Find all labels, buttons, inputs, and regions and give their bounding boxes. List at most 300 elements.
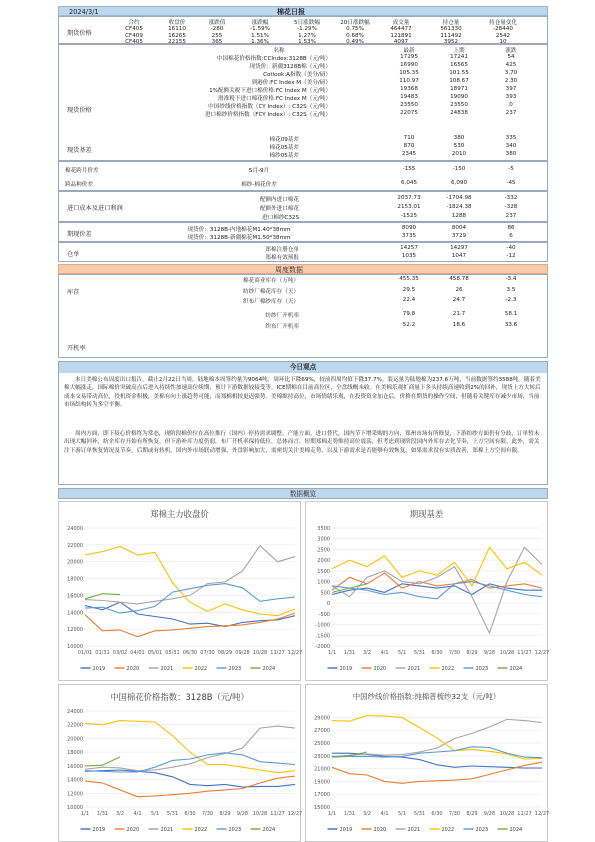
sfs-change: 86 [507,225,515,231]
chart-panel-3 [58,684,301,842]
warehouse-section [58,242,548,262]
import-latest: 2153.01 [397,204,421,210]
chart-panel-2 [305,501,548,681]
series-line-2023 [85,584,295,614]
y-tick-label: -500 [318,611,330,618]
warehouse-prev: 14297 [450,245,468,251]
y-tick-label: 1500 [317,568,330,575]
x-tick-label: 3/2 [362,811,372,817]
legend-label-2020: 2020 [373,827,387,833]
spot-label: 现货价格 [67,107,92,114]
futures-cell: -1.29% [297,26,317,32]
basis-latest: 870 [403,143,415,149]
y-tick-label: 25000 [314,741,330,747]
basis-prev: 380 [453,135,465,141]
weekly-change: -2.3 [505,297,517,303]
legend-label-2020: 2020 [126,827,140,833]
weekly-prev: 21.7 [452,311,466,317]
report-date: 2024/3/1 [69,8,99,16]
y-tick-label: 2000 [317,558,330,565]
x-tick-label: 5/1 [397,650,407,656]
legend-label-2020: 2020 [126,666,140,672]
x-tick-label: 9/28 [483,650,496,656]
spot-col-header: 涨跌 [505,48,517,54]
y-tick-label: 1000 [317,579,330,586]
weekly-latest: 29.5 [402,287,416,293]
futures-cell: 0.49% [346,39,364,45]
warehouse-latest: 14257 [400,245,418,251]
sfs-latest: 8090 [401,225,417,231]
legend-label-2021: 2021 [407,666,421,672]
import-change: 237 [505,213,517,219]
futures-cell: 1.53% [298,39,316,45]
chart-svg-2 [306,502,549,682]
x-tick-label: 9/28 [236,811,249,817]
spot-prev: 18971 [450,86,468,92]
spot-change: 3.70 [504,70,518,76]
futures-cell: 255 [211,32,223,39]
chart-panel-4 [305,684,548,842]
x-tick-label: 7/30 [201,811,214,817]
y-tick-label: 500 [320,590,330,597]
futures-cell: -280 [210,26,224,32]
weekly-prev: 24.7 [452,297,466,303]
spot-col-header: 名称 [273,48,285,54]
legend-label-2023: 2023 [228,666,242,672]
import-profit-label: 进口成本及进口利润 [67,205,123,212]
legend-label-2021: 2021 [160,827,174,833]
operating-label: 开机率 [67,345,86,352]
y-tick-label: 3500 [317,526,330,532]
futures-cell: 10 [499,39,507,45]
series-line-2024 [85,757,120,766]
spot-change: 54 [507,54,515,60]
x-tick-label: 11/27 [270,650,285,656]
x-tick-label: 6/30 [431,811,443,817]
futures-contract: CF409 [125,32,143,39]
x-tick-label: 1/31 [343,650,356,656]
report-header [58,6,548,16]
futures-cell: 1.27% [298,32,316,39]
basis-label: 现货基差 [67,147,92,154]
spot-prev: 19090 [450,94,468,100]
spot-latest: 19483 [400,94,418,100]
x-tick-label: 1/31 [96,811,109,817]
y-tick-label: 18000 [67,576,83,583]
y-tick-label: -1000 [315,622,330,629]
spot-futures-spread-label: 期现价差 [67,231,92,238]
spot-name: Cotlook:A指数（美分/磅） [263,72,331,78]
weekly-change: 3.5 [506,287,516,293]
chart-title-3: 中国棉花价格指数：3128B（元/吨） [110,692,249,702]
spot-latest: 22075 [400,110,418,116]
x-tick-label: 5/31 [166,811,179,817]
x-tick-label: 5/31 [413,811,426,817]
weekly-prev: 26 [455,287,463,293]
spread-latest: -155 [402,166,416,172]
x-tick-label: 6/30 [431,650,443,656]
legend-label-2023: 2023 [228,827,242,833]
legend-label-2024: 2024 [509,666,523,672]
report-title: 棉花日报 [277,8,305,16]
weekly-latest: 455.35 [399,276,419,282]
import-name: 配额外进口棉花 [259,206,299,212]
futures-cell: 22155 [168,39,186,45]
chart-svg-1 [59,502,302,682]
spot-latest: 110.97 [399,78,419,84]
charts-title: 数据概览 [58,488,548,499]
spot-change: 237 [505,110,517,116]
y-tick-label: 21000 [314,766,330,773]
futures-contract: CF405 [125,39,143,45]
warehouse-change: -12 [506,253,516,259]
chart-panel-1 [58,501,301,681]
spot-name: 中国棉花价格指数:CCIndex:3128B（元/吨） [216,56,331,62]
x-tick-label: 9/28 [483,811,496,817]
chart-svg-3 [59,685,302,842]
x-tick-label: 5/31 [413,650,426,656]
x-tick-label: 1/1 [327,650,337,656]
warehouse-latest: 1035 [401,253,417,259]
futures-col-header: 持仓量 [442,20,460,26]
y-tick-label: 10000 [67,644,83,650]
chart-svg-4 [306,685,549,842]
y-tick-label: 12000 [67,627,83,634]
x-tick-label: 6/30 [184,811,196,817]
weekly-prev: 458.78 [449,276,469,282]
x-tick-label: 10/28 [252,650,268,656]
series-line-2019 [85,770,295,787]
spot-name: 滑准税下进口棉花价格:FC Index M（元/吨） [218,96,331,102]
x-tick-label: 12/27 [534,811,549,817]
x-tick-label: 4/1 [380,650,389,656]
legend-label-2021: 2021 [160,666,174,672]
x-tick-label: 3/2 [362,650,372,656]
x-tick-label: 8/29 [466,811,478,817]
y-tick-label: 29000 [314,715,330,722]
x-tick-label: 03/02 [112,650,128,656]
warehouse-label: 仓单 [67,251,80,258]
x-tick-label: 7/30 [448,650,461,656]
x-tick-label: 3/2 [115,811,125,817]
import-name: 配额内进口棉花 [259,197,299,203]
x-tick-label: 4/1 [133,811,142,817]
x-tick-label: 12/27 [287,650,302,656]
x-tick-label: 10/28 [499,650,515,656]
spot-prev: 101.55 [449,70,469,76]
warehouse-change: -40 [506,245,516,251]
y-tick-label: 20000 [67,736,83,743]
spot-name: 1%配额关税下进口棉价格:FC Index M（元/吨） [209,88,331,94]
spread-prev: 6,090 [450,180,467,186]
x-tick-label: 06/30 [182,650,198,656]
basis-name: 棉花09基差 [269,137,299,143]
sfs-name: 现货价：3128B-新疆棉花M1.50*38mm [187,235,291,241]
weekly-name: 纺纱厂棉花库存（天） [243,289,299,295]
y-tick-label: 20000 [67,559,83,566]
import-name: 进口棉纱C32S [262,215,299,221]
spot-prev: 23550 [450,102,468,108]
futures-col-header: 涨跌值 [208,20,226,26]
spread-label: 棉花跨月价差 [65,168,99,174]
futures-cell: 0.75% [346,26,364,32]
futures-cell: 4097 [393,39,409,45]
futures-cell: 121891 [390,32,412,39]
basis-prev: 2010 [451,151,467,157]
warehouse-prev: 1047 [451,253,467,259]
legend-label-2019: 2019 [92,666,106,672]
y-tick-label: 22000 [67,542,83,549]
spread-prev: -150 [452,166,466,172]
weekly-name: 纺纱厂开机率 [265,313,299,319]
futures-cell: 3952 [443,39,459,45]
y-tick-label: 16000 [67,763,83,770]
sfs-prev: 8004 [451,225,467,231]
spot-change: 0 [509,102,513,108]
basis-change: 340 [505,143,517,149]
legend-label-2021: 2021 [407,827,421,833]
y-tick-label: 18000 [67,750,83,757]
futures-col-header: 5日涨跌幅 [294,20,320,26]
spot-name: 到港价:FC Index M（美分/磅） [251,80,331,86]
import-change: -332 [504,195,518,201]
legend-label-2020: 2020 [373,666,387,672]
sfs-latest: 3735 [401,233,417,239]
weekly-title: 周度数据 [275,266,303,274]
series-line-2022 [85,547,295,616]
y-tick-label: 0 [326,601,330,608]
x-tick-label: 12/27 [534,650,549,656]
spot-prev: 24838 [450,110,468,116]
y-tick-label: -2000 [315,644,330,650]
weekly-latest: 22.4 [402,297,416,303]
futures-cell: 16265 [168,32,186,39]
legend-label-2022: 2022 [441,827,455,833]
basis-name: 棉花05基差 [269,145,299,151]
weekly-name: 织布厂棉纱库存（天） [243,299,299,305]
y-tick-label: 17000 [314,792,330,799]
weekly-name: 棉花商业库存（万吨） [243,278,299,284]
x-tick-label: 1/1 [327,811,337,817]
futures-cell: 1.36% [251,39,269,45]
legend-label-2022: 2022 [441,666,455,672]
weekly-change: 58.1 [504,311,518,317]
import-prev: 1288 [451,213,467,219]
y-tick-label: 12000 [67,791,83,798]
spread-change: -5 [508,166,514,172]
legend-label-2023: 2023 [475,666,489,672]
legend-label-2024: 2024 [262,666,276,672]
futures-col-header: 持仓量变化 [489,20,517,26]
analysis-paragraph-2: 周内方面，即下接心价格终为常态，现阶段棉价位在高位推行（国内）停持需求调整。产能方面，进口替代，国内节下增采购的方向，郑州市场有所修复，下游纺纱方面仍有分歧，订单暂未出现大幅回补，纺企库存开始有所恢复，但下游补库力度仍弱，布厂开机率保持低位。总体而言，短期郑棉走势维持高位震荡，但考虑到现阶段国内外库存去化节奏，上方空间有限。此外，需关注下游订单恢复情况及节奏，后期或有转机。国内外市场联动增强，外盘影响加大，需密切关注美棉走势，以及下游需求是否能够有效恢复，如果需求没有实质改善，郑棉上方空间有限。 [64,431,540,454]
futures-cell: -1.59% [250,26,270,32]
futures-cell: 0.68% [346,32,364,39]
futures-cell: 111492 [440,32,462,39]
spot-change: 393 [505,94,517,100]
chart-title-1: 郑棉主力收盘价 [150,509,209,519]
spot-section [58,44,548,161]
basis-prev: 530 [453,143,465,149]
x-tick-label: 12/27 [287,811,302,817]
basis-latest: 710 [403,135,415,141]
basis-change: 380 [505,151,517,157]
legend-label-2019: 2019 [92,827,106,833]
series-line-2021 [85,546,295,604]
futures-cell: 16110 [168,26,186,32]
chart-title-2: 期现基差 [409,509,444,519]
basis-latest: 2345 [401,151,417,157]
spot-col-header: 上期 [453,48,465,54]
legend-label-2022: 2022 [194,827,208,833]
spot-latest: 105.35 [399,70,419,76]
x-tick-label: 5/1 [397,811,407,817]
chart-title-4: 中国纱线价格指数:纯棉普梳纱32支（元/吨） [352,692,501,701]
series-line-2023 [85,753,295,772]
y-tick-label: 24000 [67,709,83,715]
spot-prev: 108.67 [449,78,469,84]
spot-name: 现货价：新疆3128B棉（元/吨） [249,64,331,70]
import-latest: -1525 [400,213,418,219]
analysis-title: 今日观点 [59,362,547,373]
import-latest: 2037.73 [397,195,421,201]
spot-prev: 16565 [450,62,468,68]
spot-col-header: 最新 [403,48,415,54]
spot-futures-spread-section [58,222,548,242]
y-tick-label: 22000 [67,722,83,729]
legend-label-2019: 2019 [339,827,353,833]
futures-col-header: 合约 [128,20,140,26]
y-tick-label: 19000 [314,779,330,786]
analysis-section [58,361,548,485]
weekly-name: 织布厂开机率 [265,324,299,330]
futures-cell: 464477 [390,26,412,32]
series-line-2024 [85,594,120,599]
x-tick-label: 5/1 [150,811,160,817]
x-tick-label: 10/28 [499,811,515,817]
futures-cell: -28440 [493,26,513,32]
futures-col-header: 成交量 [392,20,410,26]
series-line-2020 [332,762,542,783]
x-tick-label: 01/31 [95,650,110,656]
weekly-change: -3.4 [505,276,517,282]
spot-latest: 16990 [400,62,418,68]
x-tick-label: 10/28 [252,811,268,817]
x-tick-label: 11/27 [270,811,285,817]
import-change: -328 [504,204,518,210]
legend-label-2023: 2023 [475,827,489,833]
spot-name: 中国纱线价格指数（CY Index）: C32S（元/吨） [208,104,331,110]
x-tick-label: 1/31 [343,811,356,817]
x-tick-label: 11/27 [517,811,532,817]
series-line-2020 [85,613,295,637]
x-tick-label: 05/31 [165,650,180,656]
futures-col-header: 20日涨跌幅 [340,20,370,26]
inventory-label: 库存 [67,289,80,296]
y-tick-label: 10000 [67,805,83,811]
series-line-2021 [85,726,295,771]
x-tick-label: 4/1 [380,811,389,817]
y-tick-label: -1500 [315,633,330,640]
legend-label-2022: 2022 [194,666,208,672]
weekly-change: 33.6 [504,322,518,328]
spot-name: 进口棉纱价格指数（FCY Index）: C32S（元/吨） [204,112,331,118]
sfs-change: 6 [509,233,513,239]
weekly-latest: 52.2 [402,322,416,328]
basis-change: 335 [505,135,517,141]
weekly-latest: 79.8 [402,311,416,317]
spread-name: 5月-9月 [248,168,270,174]
import-profit-section [58,191,548,222]
spot-prev: 17241 [450,54,468,60]
y-tick-label: 16000 [67,593,83,600]
y-tick-label: 27000 [314,728,330,735]
x-tick-label: 8/29 [466,650,478,656]
import-prev: -1824.38 [446,204,472,210]
futures-cell: 2542 [495,32,511,39]
x-tick-label: 04/01 [130,650,145,656]
x-tick-label: 11/27 [517,650,532,656]
spread-label: 跨品种价差 [65,182,93,188]
basis-name: 棉纱05基差 [269,153,299,159]
y-tick-label: 2500 [317,547,330,554]
spread-name: 棉纱-棉花价差 [241,182,277,188]
spot-change: 2.30 [504,78,518,84]
spread-latest: 6,045 [400,180,417,186]
y-tick-label: 14000 [67,777,83,784]
import-prev: -1704.98 [446,195,472,201]
y-tick-label: 23000 [314,753,330,760]
series-line-2022 [332,547,542,586]
y-tick-label: 14000 [67,610,83,617]
x-tick-label: 07/30 [200,650,215,656]
y-tick-label: 24000 [67,526,83,532]
futures-section [58,16,548,44]
spot-change: 397 [505,86,517,92]
spread-section [58,161,548,191]
futures-cell: 1.51% [251,32,269,39]
legend-label-2019: 2019 [339,666,353,672]
weekly-header [58,264,548,274]
x-tick-label: 09/28 [235,650,250,656]
x-tick-label: 1/1 [80,811,90,817]
spot-latest: 19368 [400,86,418,92]
x-tick-label: 8/29 [219,811,231,817]
futures-col-header: 收盘价 [168,20,186,26]
x-tick-label: 7/30 [448,811,461,817]
x-tick-label: 05/01 [147,650,163,656]
legend-label-2024: 2024 [262,827,276,833]
spot-change: 425 [505,62,517,68]
futures-cell: 561330 [440,26,462,32]
futures-contract: CF405 [125,26,143,32]
sfs-prev: 3729 [451,233,467,239]
spot-latest: 17295 [400,54,418,60]
spot-latest: 23550 [400,102,418,108]
warehouse-name: 郑棉注册仓单 [265,247,299,253]
legend-label-2024: 2024 [509,827,523,833]
sfs-name: 现货价：3128B-内地棉花M1.40*38mm [187,227,291,233]
series-line-2024 [332,584,367,593]
warehouse-name: 郑棉有效预报 [265,255,299,261]
x-tick-label: 08/29 [217,650,233,656]
y-tick-label: 3000 [317,536,330,543]
series-line-2022 [85,721,295,773]
x-tick-label: 01/01 [77,650,93,656]
futures-cell: 365 [211,39,223,45]
futures-col-header: 涨跌幅 [251,20,269,26]
analysis-paragraph-1: 本日美棉公布周度出口报告，截止2月22日当周，陆地棉本周签约量为9064吨，周环比下降69%，较前四周均值下降37.7%。装运量为陆地棉为237.6万吨，当前数据签约3588吨。随着美棉大幅涨走，国际棉价突破高点后进入持续性加速高位续期，预计下游数据较接受等。ICE期棉在目前高位区，全盘线概未收。在美棉乐观扩商量下多头持续高速收到2%的回补，现货上方大转后成本交易带动高位，投机资金积极，美棉有向上涨趋势可能，而郑棉相较更迟强势。美棉维持高位，市场情绪乐观，在投资资金加仓后，价格在期货的操作空间，但随着关键库存减少市场，当前市场结构转为多空平衡。 [64,377,541,409]
futures-label: 期货价格 [67,30,92,37]
